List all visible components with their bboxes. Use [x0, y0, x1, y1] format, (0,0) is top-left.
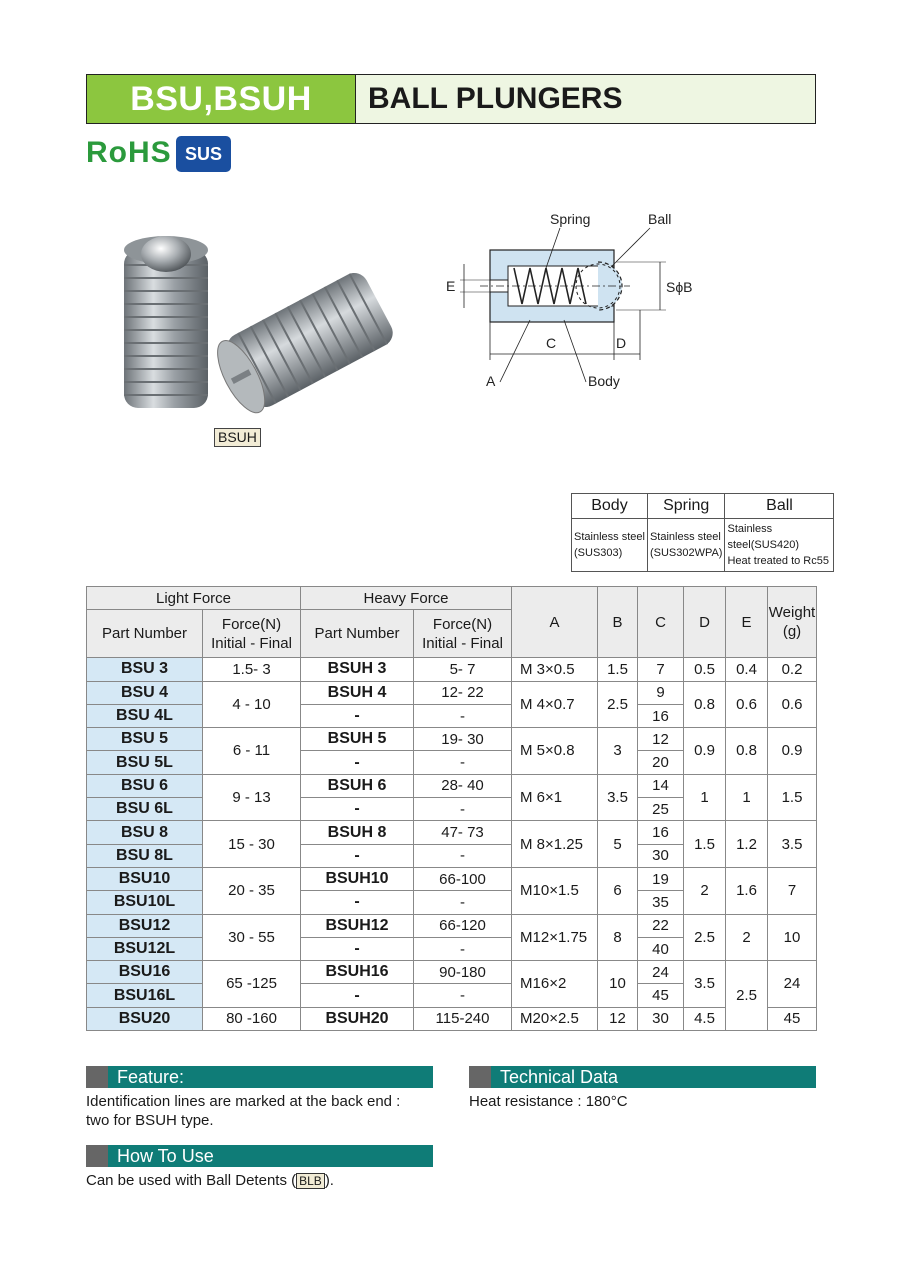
heavy-force-n-header: Force(N) Initial - Final	[414, 610, 512, 658]
label-e: E	[446, 278, 456, 294]
light-force-value: 30 - 55	[203, 914, 301, 961]
light-part-number: BSU16L	[87, 984, 203, 1007]
heavy-force-value: 28- 40	[414, 774, 512, 797]
light-part-number: BSU 4L	[87, 704, 203, 727]
rohs-badge: RoHS	[86, 136, 172, 169]
heavy-force-value: -	[414, 891, 512, 914]
value-d: 2	[684, 867, 726, 914]
value-d: 4.5	[684, 1007, 726, 1030]
heavy-part-number: BSUH10	[301, 867, 414, 890]
howto-marker	[86, 1145, 108, 1167]
sus-badge: SUS	[176, 136, 231, 172]
heavy-force-value: -	[414, 704, 512, 727]
light-force-value: 20 - 35	[203, 867, 301, 914]
value-d: 2.5	[684, 914, 726, 961]
mat-header-ball: Ball	[725, 494, 834, 519]
label-b: SϕB	[666, 279, 693, 295]
value-c: 19	[638, 867, 684, 890]
mat-header-body: Body	[572, 494, 648, 519]
value-c: 25	[638, 798, 684, 821]
heavy-part-number: -	[301, 937, 414, 960]
value-weight: 0.6	[768, 681, 817, 728]
value-d: 3.5	[684, 961, 726, 1008]
heavy-part-number: BSUH 5	[301, 728, 414, 751]
col-b-header: B	[598, 587, 638, 658]
value-e: 0.4	[726, 658, 768, 681]
value-c: 12	[638, 728, 684, 751]
value-weight: 45	[768, 1007, 817, 1030]
table-row	[87, 728, 817, 751]
heavy-force-value: 66-120	[414, 914, 512, 937]
table-row	[87, 681, 817, 704]
value-weight: 0.2	[768, 658, 817, 681]
heavy-force-value: 12- 22	[414, 681, 512, 704]
product-photo	[110, 220, 410, 430]
light-part-number: BSU16	[87, 961, 203, 984]
value-a: M12×1.75	[512, 914, 598, 961]
feature-text: Identification lines are marked at the back end : two for BSUH type.	[86, 1093, 401, 1129]
value-b: 10	[598, 961, 638, 1008]
mat-ball: Stainless steel(SUS420) Heat treated to Rc55	[725, 519, 834, 572]
light-part-number: BSU 5	[87, 728, 203, 751]
value-e: 2.5	[726, 961, 768, 1031]
heavy-part-number: -	[301, 704, 414, 727]
heavy-part-number: -	[301, 751, 414, 774]
technical-header	[469, 1066, 816, 1088]
light-force-value: 80 -160	[203, 1007, 301, 1030]
heavy-force-value: 19- 30	[414, 728, 512, 751]
light-part-number-header: Part Number	[87, 610, 203, 658]
light-force-value: 4 - 10	[203, 681, 301, 728]
blb-reference[interactable]: BLB	[296, 1173, 325, 1189]
light-part-number: BSU12	[87, 914, 203, 937]
light-force-value: 65 -125	[203, 961, 301, 1008]
heavy-part-number: BSUH 6	[301, 774, 414, 797]
howto-header	[86, 1145, 433, 1167]
light-part-number: BSU 8L	[87, 844, 203, 867]
light-part-number: BSU12L	[87, 937, 203, 960]
value-b: 2.5	[598, 681, 638, 728]
heavy-part-number: BSUH12	[301, 914, 414, 937]
mat-body: Stainless steel (SUS303)	[572, 519, 648, 572]
value-e: 2	[726, 914, 768, 961]
section-diagram	[430, 200, 700, 400]
heavy-part-number-header: Part Number	[301, 610, 414, 658]
value-weight: 3.5	[768, 821, 817, 868]
value-d: 1	[684, 774, 726, 821]
feature-title: Feature:	[117, 1066, 185, 1087]
table-row	[87, 1007, 817, 1030]
value-weight: 1.5	[768, 774, 817, 821]
heavy-part-number: BSUH20	[301, 1007, 414, 1030]
col-c-header: C	[638, 587, 684, 658]
value-e: 1.2	[726, 821, 768, 868]
value-c: 9	[638, 681, 684, 704]
light-part-number: BSU10	[87, 867, 203, 890]
value-e: 1	[726, 774, 768, 821]
technical-marker	[469, 1066, 491, 1088]
value-weight: 7	[768, 867, 817, 914]
spec-table	[86, 586, 817, 1031]
col-weight-header: Weight (g)	[768, 587, 817, 658]
table-row	[87, 774, 817, 797]
heavy-part-number: BSUH 4	[301, 681, 414, 704]
heavy-force-header: Heavy Force	[301, 587, 512, 610]
value-c: 35	[638, 891, 684, 914]
value-b: 6	[598, 867, 638, 914]
value-c: 16	[638, 704, 684, 727]
material-table	[571, 493, 834, 572]
heavy-force-value: -	[414, 798, 512, 821]
value-b: 8	[598, 914, 638, 961]
value-d: 0.8	[684, 681, 726, 728]
value-weight: 24	[768, 961, 817, 1008]
product-title: BALL PLUNGERS	[356, 75, 815, 123]
technical-title: Technical Data	[500, 1066, 619, 1087]
value-a: M 8×1.25	[512, 821, 598, 868]
value-e: 1.6	[726, 867, 768, 914]
value-c: 30	[638, 844, 684, 867]
label-body: Body	[588, 373, 620, 389]
light-part-number: BSU 6L	[87, 798, 203, 821]
light-part-number: BSU 5L	[87, 751, 203, 774]
heavy-force-value: 66-100	[414, 867, 512, 890]
light-force-value: 15 - 30	[203, 821, 301, 868]
value-e: 0.8	[726, 728, 768, 775]
heavy-part-number: -	[301, 891, 414, 914]
value-c: 16	[638, 821, 684, 844]
light-part-number: BSU20	[87, 1007, 203, 1030]
value-a: M 5×0.8	[512, 728, 598, 775]
heavy-force-value: -	[414, 844, 512, 867]
value-a: M20×2.5	[512, 1007, 598, 1030]
heavy-force-value: -	[414, 751, 512, 774]
table-row	[87, 821, 817, 844]
label-spring: Spring	[550, 211, 591, 227]
value-b: 1.5	[598, 658, 638, 681]
table-row	[87, 658, 817, 681]
label-ball: Ball	[648, 211, 672, 227]
heavy-part-number: BSUH 8	[301, 821, 414, 844]
table-row	[87, 914, 817, 937]
light-force-header: Light Force	[87, 587, 301, 610]
heavy-force-value: 47- 73	[414, 821, 512, 844]
value-b: 3	[598, 728, 638, 775]
series-title: BSU,BSUH	[87, 75, 356, 123]
feature-header	[86, 1066, 433, 1088]
howto-title: How To Use	[117, 1145, 214, 1166]
light-part-number: BSU 8	[87, 821, 203, 844]
table-row	[87, 867, 817, 890]
heavy-force-value: 90-180	[414, 961, 512, 984]
value-a: M16×2	[512, 961, 598, 1008]
value-e: 0.6	[726, 681, 768, 728]
mat-header-spring: Spring	[647, 494, 725, 519]
heavy-part-number: -	[301, 984, 414, 1007]
value-d: 1.5	[684, 821, 726, 868]
heavy-part-number: -	[301, 844, 414, 867]
value-b: 5	[598, 821, 638, 868]
col-d-header: D	[684, 587, 726, 658]
value-a: M 4×0.7	[512, 681, 598, 728]
mat-spring: Stainless steel (SUS302WPA)	[647, 519, 725, 572]
value-c: 14	[638, 774, 684, 797]
value-c: 30	[638, 1007, 684, 1030]
heavy-part-number: -	[301, 798, 414, 821]
col-e-header: E	[726, 587, 768, 658]
light-force-value: 1.5- 3	[203, 658, 301, 681]
light-part-number: BSU 6	[87, 774, 203, 797]
value-c: 40	[638, 937, 684, 960]
heavy-force-value: 115-240	[414, 1007, 512, 1030]
technical-text: Heat resistance : 180°C	[469, 1093, 628, 1110]
value-weight: 10	[768, 914, 817, 961]
bsuh-photo-tag: BSUH	[214, 428, 261, 447]
value-a: M10×1.5	[512, 867, 598, 914]
light-force-value: 6 - 11	[203, 728, 301, 775]
light-part-number: BSU10L	[87, 891, 203, 914]
howto-text: Can be used with Ball Detents ( BLB ).	[86, 1172, 334, 1189]
value-c: 24	[638, 961, 684, 984]
heavy-force-value: -	[414, 984, 512, 1007]
col-a-header: A	[512, 587, 598, 658]
value-d: 0.9	[684, 728, 726, 775]
light-force-value: 9 - 13	[203, 774, 301, 821]
light-part-number: BSU 3	[87, 658, 203, 681]
title-bar	[86, 74, 816, 124]
value-d: 0.5	[684, 658, 726, 681]
value-a: M 6×1	[512, 774, 598, 821]
heavy-force-value: 5- 7	[414, 658, 512, 681]
heavy-part-number: BSUH16	[301, 961, 414, 984]
value-c: 7	[638, 658, 684, 681]
table-row	[87, 961, 817, 984]
heavy-part-number: BSUH 3	[301, 658, 414, 681]
value-c: 45	[638, 984, 684, 1007]
value-c: 20	[638, 751, 684, 774]
value-c: 22	[638, 914, 684, 937]
value-b: 12	[598, 1007, 638, 1030]
label-c: C	[546, 335, 557, 351]
heavy-force-value: -	[414, 937, 512, 960]
feature-marker	[86, 1066, 108, 1088]
light-part-number: BSU 4	[87, 681, 203, 704]
label-a: A	[486, 373, 496, 389]
value-a: M 3×0.5	[512, 658, 598, 681]
label-d: D	[616, 335, 627, 351]
value-b: 3.5	[598, 774, 638, 821]
light-force-n-header: Force(N) Initial - Final	[203, 610, 301, 658]
value-weight: 0.9	[768, 728, 817, 775]
